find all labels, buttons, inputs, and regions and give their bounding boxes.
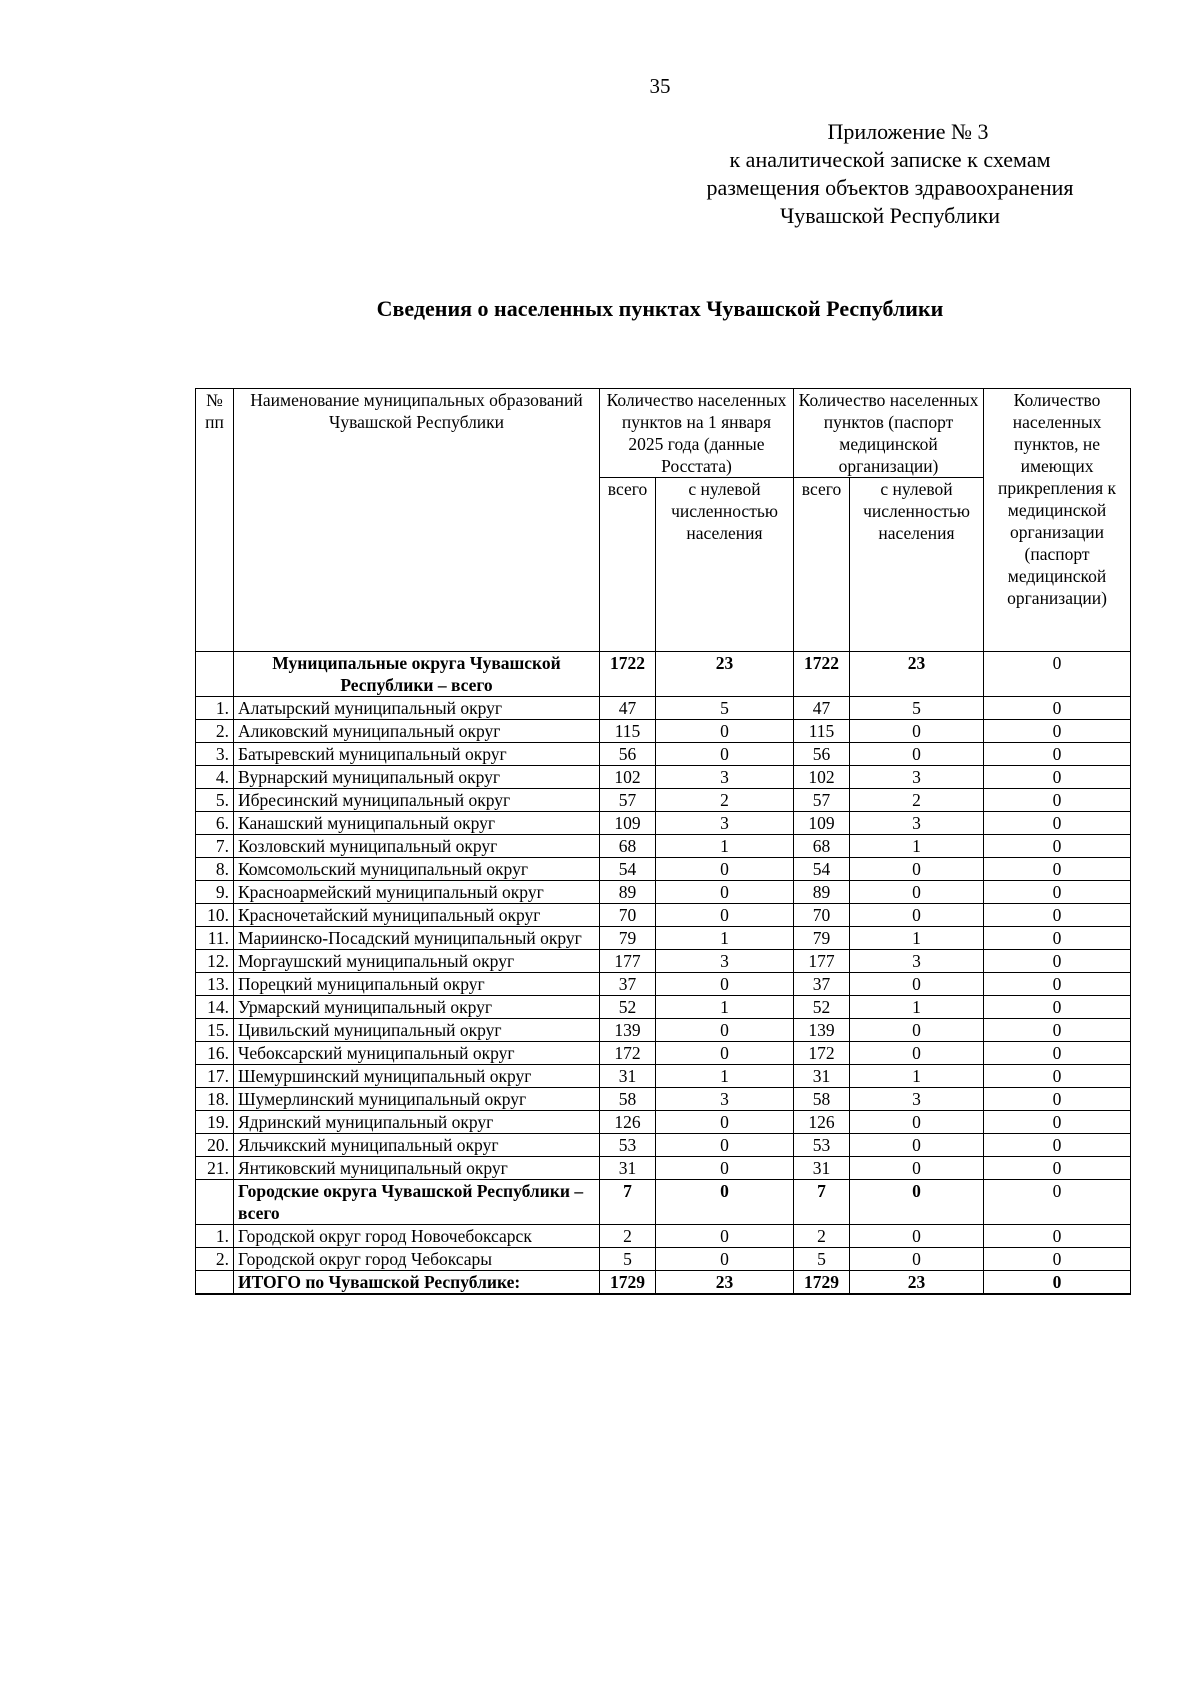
row-value-2: 0 <box>656 904 794 927</box>
row-name: Городской округ город Чебоксары <box>234 1248 600 1271</box>
row-number: 20. <box>196 1134 234 1157</box>
row-value-2: 0 <box>656 1225 794 1248</box>
row-value-3: 109 <box>794 812 850 835</box>
row-number: 16. <box>196 1042 234 1065</box>
row-value-1: 1722 <box>600 652 656 697</box>
row-value-5: 0 <box>984 789 1131 812</box>
row-value-4: 0 <box>850 904 984 927</box>
header-sub-zero-2: с нулевой численностью населения <box>850 478 984 652</box>
table-row <box>196 881 1131 904</box>
row-value-2: 0 <box>656 1180 794 1225</box>
row-number <box>196 1271 234 1295</box>
table-row <box>196 720 1131 743</box>
header-no-attachment: Количество населенных пунктов, не имеющих прикрепления к медицинской организации (паспорт медицинской организации) <box>984 389 1131 652</box>
row-value-4: 1 <box>850 835 984 858</box>
row-value-1: 56 <box>600 743 656 766</box>
row-value-5: 0 <box>984 1042 1131 1065</box>
row-value-4: 5 <box>850 697 984 720</box>
row-name: Мариинско-Посадский муниципальный округ <box>234 927 600 950</box>
table-row <box>196 1111 1131 1134</box>
row-value-4: 0 <box>850 1180 984 1225</box>
row-value-4: 0 <box>850 720 984 743</box>
row-name: Шемуршинский муниципальный округ <box>234 1065 600 1088</box>
row-name: Красночетайский муниципальный округ <box>234 904 600 927</box>
row-value-1: 172 <box>600 1042 656 1065</box>
table-row <box>196 697 1131 720</box>
row-value-2: 3 <box>656 950 794 973</box>
row-value-4: 1 <box>850 927 984 950</box>
row-value-5: 0 <box>984 652 1131 697</box>
row-value-1: 126 <box>600 1111 656 1134</box>
row-value-5: 0 <box>984 743 1131 766</box>
row-value-2: 0 <box>656 1248 794 1271</box>
row-value-1: 52 <box>600 996 656 1019</box>
table-row <box>196 1225 1131 1248</box>
row-name: Шумерлинский муниципальный округ <box>234 1088 600 1111</box>
row-value-3: 68 <box>794 835 850 858</box>
row-value-3: 53 <box>794 1134 850 1157</box>
row-value-3: 89 <box>794 881 850 904</box>
row-value-4: 0 <box>850 743 984 766</box>
row-value-1: 102 <box>600 766 656 789</box>
row-value-3: 37 <box>794 973 850 996</box>
row-value-2: 2 <box>656 789 794 812</box>
row-value-2: 3 <box>656 766 794 789</box>
grand-total-row <box>196 1271 1131 1295</box>
table-row <box>196 1088 1131 1111</box>
row-number: 11. <box>196 927 234 950</box>
row-number: 2. <box>196 720 234 743</box>
row-value-4: 0 <box>850 1157 984 1180</box>
row-value-5: 0 <box>984 1180 1131 1225</box>
row-value-5: 0 <box>984 1248 1131 1271</box>
row-name: Городские округа Чувашской Республики – всего <box>234 1180 600 1225</box>
row-value-1: 57 <box>600 789 656 812</box>
row-value-5: 0 <box>984 720 1131 743</box>
row-value-5: 0 <box>984 766 1131 789</box>
row-value-3: 31 <box>794 1065 850 1088</box>
header-passport: Количество населенных пунктов (паспорт медицинской организации) <box>794 389 984 478</box>
row-name: Цивильский муниципальный округ <box>234 1019 600 1042</box>
row-number: 19. <box>196 1111 234 1134</box>
row-name: ИТОГО по Чувашской Республике: <box>234 1271 600 1295</box>
row-value-4: 0 <box>850 1225 984 1248</box>
row-value-1: 89 <box>600 881 656 904</box>
row-name: Канашский муниципальный округ <box>234 812 600 835</box>
row-value-3: 177 <box>794 950 850 973</box>
row-value-2: 23 <box>656 652 794 697</box>
row-value-1: 79 <box>600 927 656 950</box>
header-rosstat: Количество населенных пунктов на 1 января 2025 года (данные Росстата) <box>600 389 794 478</box>
row-value-4: 0 <box>850 1111 984 1134</box>
appendix-line-3: размещения объектов здравоохранения <box>706 175 1074 200</box>
row-value-3: 1729 <box>794 1271 850 1295</box>
row-number: 9. <box>196 881 234 904</box>
row-value-2: 1 <box>656 1065 794 1088</box>
row-value-2: 23 <box>656 1271 794 1295</box>
table-row <box>196 1042 1131 1065</box>
row-value-5: 0 <box>984 950 1131 973</box>
appendix-line-2: к аналитической записке к схемам <box>729 147 1051 172</box>
row-number: 4. <box>196 766 234 789</box>
row-value-5: 0 <box>984 881 1131 904</box>
table-row <box>196 835 1131 858</box>
header-row-1 <box>196 389 1131 478</box>
row-name: Ядринский муниципальный округ <box>234 1111 600 1134</box>
row-value-1: 5 <box>600 1248 656 1271</box>
row-value-5: 0 <box>984 1019 1131 1042</box>
row-value-5: 0 <box>984 973 1131 996</box>
row-value-4: 3 <box>850 766 984 789</box>
row-value-5: 0 <box>984 697 1131 720</box>
row-value-1: 53 <box>600 1134 656 1157</box>
row-number: 18. <box>196 1088 234 1111</box>
row-value-3: 5 <box>794 1248 850 1271</box>
row-value-3: 2 <box>794 1225 850 1248</box>
table-row <box>196 1065 1131 1088</box>
row-number <box>196 1180 234 1225</box>
row-value-1: 177 <box>600 950 656 973</box>
row-number: 21. <box>196 1157 234 1180</box>
row-value-3: 31 <box>794 1157 850 1180</box>
row-value-1: 139 <box>600 1019 656 1042</box>
row-name: Козловский муниципальный округ <box>234 835 600 858</box>
row-value-5: 0 <box>984 996 1131 1019</box>
row-value-5: 0 <box>984 904 1131 927</box>
row-name: Моргаушский муниципальный округ <box>234 950 600 973</box>
row-name: Красноармейский муниципальный округ <box>234 881 600 904</box>
row-number: 8. <box>196 858 234 881</box>
row-name: Алатырский муниципальный округ <box>234 697 600 720</box>
row-name: Ибресинский муниципальный округ <box>234 789 600 812</box>
city-summary-row <box>196 1180 1131 1225</box>
row-value-2: 3 <box>656 1088 794 1111</box>
row-value-3: 102 <box>794 766 850 789</box>
row-value-4: 0 <box>850 1248 984 1271</box>
row-number: 13. <box>196 973 234 996</box>
row-value-4: 3 <box>850 1088 984 1111</box>
table-body <box>196 389 1131 1295</box>
row-value-4: 0 <box>850 973 984 996</box>
row-value-5: 0 <box>984 1111 1131 1134</box>
row-number: 3. <box>196 743 234 766</box>
row-number: 5. <box>196 789 234 812</box>
row-name: Городской округ город Новочебоксарск <box>234 1225 600 1248</box>
row-name: Батыревский муниципальный округ <box>234 743 600 766</box>
row-value-4: 23 <box>850 652 984 697</box>
row-number: 14. <box>196 996 234 1019</box>
row-value-3: 57 <box>794 789 850 812</box>
row-value-2: 0 <box>656 1019 794 1042</box>
row-value-2: 0 <box>656 881 794 904</box>
row-value-4: 1 <box>850 1065 984 1088</box>
table-row <box>196 766 1131 789</box>
row-value-2: 0 <box>656 1157 794 1180</box>
row-value-5: 0 <box>984 858 1131 881</box>
row-value-3: 115 <box>794 720 850 743</box>
row-value-1: 31 <box>600 1065 656 1088</box>
row-number: 1. <box>196 697 234 720</box>
row-value-3: 7 <box>794 1180 850 1225</box>
row-value-5: 0 <box>984 1134 1131 1157</box>
appendix-line-1: Приложение № 3 <box>827 119 989 144</box>
row-value-2: 0 <box>656 1042 794 1065</box>
row-value-2: 0 <box>656 858 794 881</box>
row-value-3: 52 <box>794 996 850 1019</box>
row-value-2: 3 <box>656 812 794 835</box>
row-value-2: 0 <box>656 1134 794 1157</box>
row-value-5: 0 <box>984 1065 1131 1088</box>
row-value-3: 126 <box>794 1111 850 1134</box>
row-value-1: 7 <box>600 1180 656 1225</box>
row-value-3: 47 <box>794 697 850 720</box>
row-name: Комсомольский муниципальный округ <box>234 858 600 881</box>
row-name: Яльчикский муниципальный округ <box>234 1134 600 1157</box>
row-name: Муниципальные округа Чувашской Республики – всего <box>234 652 600 697</box>
table-row <box>196 1019 1131 1042</box>
row-name: Порецкий муниципальный округ <box>234 973 600 996</box>
row-value-4: 0 <box>850 1134 984 1157</box>
row-value-1: 54 <box>600 858 656 881</box>
row-value-4: 0 <box>850 881 984 904</box>
row-value-4: 1 <box>850 996 984 1019</box>
row-value-5: 0 <box>984 1271 1131 1295</box>
header-sub-zero-1: с нулевой численностью населения <box>656 478 794 652</box>
appendix-line-4: Чувашской Республики <box>779 203 1001 228</box>
row-number: 7. <box>196 835 234 858</box>
row-value-4: 2 <box>850 789 984 812</box>
row-value-2: 5 <box>656 697 794 720</box>
row-value-2: 1 <box>656 996 794 1019</box>
document-title: Сведения о населенных пунктах Чувашской Республики <box>376 296 944 321</box>
table-row <box>196 927 1131 950</box>
row-value-2: 0 <box>656 743 794 766</box>
row-value-1: 37 <box>600 973 656 996</box>
appendix-header <box>660 118 1120 230</box>
row-value-4: 23 <box>850 1271 984 1295</box>
table-row <box>196 996 1131 1019</box>
header-name: Наименование муниципальных образований Чувашской Республики <box>234 389 600 652</box>
row-number: 15. <box>196 1019 234 1042</box>
row-number: 17. <box>196 1065 234 1088</box>
row-number <box>196 652 234 697</box>
row-value-3: 56 <box>794 743 850 766</box>
row-value-5: 0 <box>984 812 1131 835</box>
row-number: 1. <box>196 1225 234 1248</box>
row-value-3: 172 <box>794 1042 850 1065</box>
table-row <box>196 973 1131 996</box>
row-number: 6. <box>196 812 234 835</box>
table-row <box>196 858 1131 881</box>
row-value-4: 3 <box>850 812 984 835</box>
row-value-5: 0 <box>984 1088 1131 1111</box>
table-row <box>196 812 1131 835</box>
page-number: 35 <box>649 74 671 98</box>
row-value-1: 115 <box>600 720 656 743</box>
row-value-4: 3 <box>850 950 984 973</box>
header-sub-total-2: всего <box>794 478 850 652</box>
table-row <box>196 743 1131 766</box>
row-value-1: 47 <box>600 697 656 720</box>
table-row <box>196 789 1131 812</box>
settlements-table <box>195 388 1131 1295</box>
row-value-3: 139 <box>794 1019 850 1042</box>
table-row <box>196 904 1131 927</box>
row-value-3: 70 <box>794 904 850 927</box>
row-value-1: 58 <box>600 1088 656 1111</box>
table-row <box>196 950 1131 973</box>
row-value-1: 70 <box>600 904 656 927</box>
row-value-1: 1729 <box>600 1271 656 1295</box>
row-value-2: 1 <box>656 835 794 858</box>
row-value-4: 0 <box>850 1042 984 1065</box>
row-name: Янтиковский муниципальный округ <box>234 1157 600 1180</box>
row-name: Урмарский муниципальный округ <box>234 996 600 1019</box>
row-name: Чебоксарский муниципальный округ <box>234 1042 600 1065</box>
table-row <box>196 1134 1131 1157</box>
row-value-2: 1 <box>656 927 794 950</box>
row-number: 10. <box>196 904 234 927</box>
row-number: 12. <box>196 950 234 973</box>
row-value-3: 79 <box>794 927 850 950</box>
row-value-3: 54 <box>794 858 850 881</box>
row-value-5: 0 <box>984 1157 1131 1180</box>
row-value-2: 0 <box>656 720 794 743</box>
row-name: Аликовский муниципальный округ <box>234 720 600 743</box>
row-value-1: 2 <box>600 1225 656 1248</box>
row-value-1: 109 <box>600 812 656 835</box>
row-name: Вурнарский муниципальный округ <box>234 766 600 789</box>
header-sub-total-1: всего <box>600 478 656 652</box>
row-value-1: 68 <box>600 835 656 858</box>
row-value-5: 0 <box>984 927 1131 950</box>
row-value-4: 0 <box>850 858 984 881</box>
table-row <box>196 1248 1131 1271</box>
row-value-5: 0 <box>984 835 1131 858</box>
municipal-summary-row <box>196 652 1131 697</box>
header-no: № пп <box>196 389 234 652</box>
row-value-2: 0 <box>656 973 794 996</box>
row-value-4: 0 <box>850 1019 984 1042</box>
row-value-1: 31 <box>600 1157 656 1180</box>
row-value-2: 0 <box>656 1111 794 1134</box>
row-number: 2. <box>196 1248 234 1271</box>
row-value-3: 58 <box>794 1088 850 1111</box>
table-row <box>196 1157 1131 1180</box>
row-value-5: 0 <box>984 1225 1131 1248</box>
row-value-3: 1722 <box>794 652 850 697</box>
